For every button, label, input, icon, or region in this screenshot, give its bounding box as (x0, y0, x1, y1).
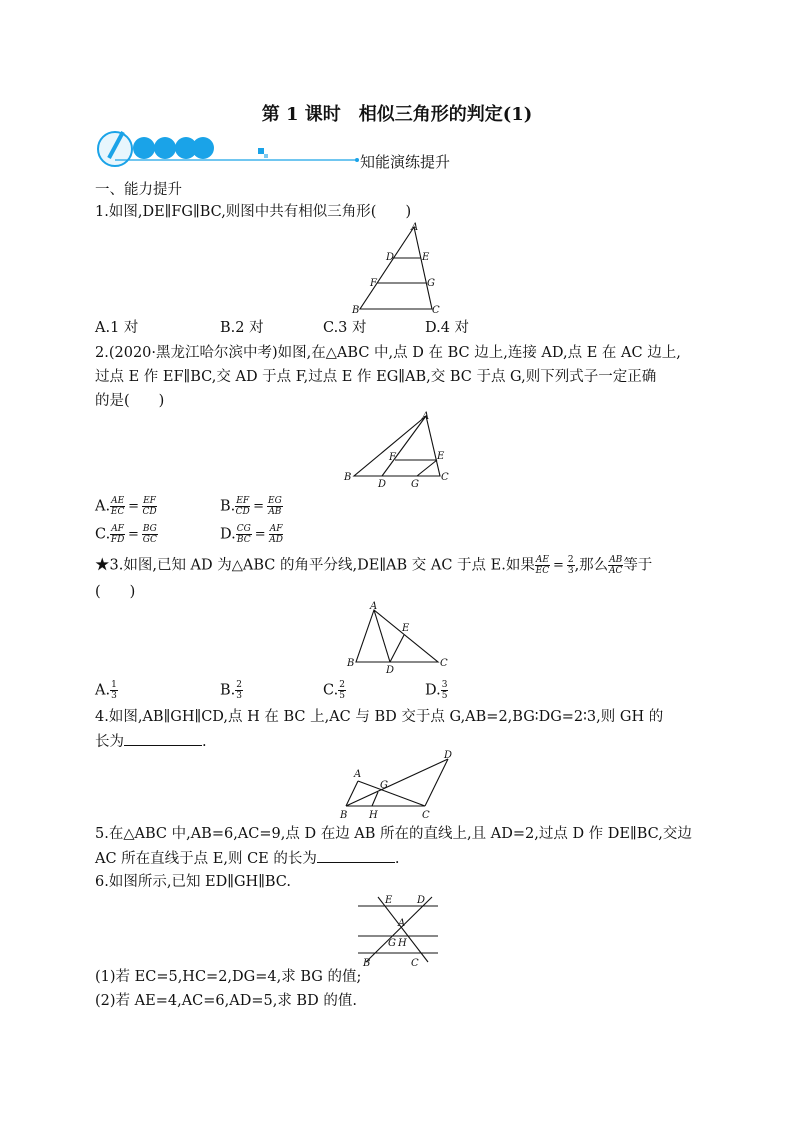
svg-text:C: C (411, 958, 419, 967)
question-2-line-1: 2.(2020·黑龙江哈尔滨中考)如图,在△ABC 中,点 D 在 BC 边上,连接 AD,点 E 在 AC 边上, (95, 345, 681, 361)
svg-text:A: A (411, 222, 419, 233)
svg-text:B: B (340, 810, 348, 821)
svg-text:D: D (378, 479, 387, 488)
question-5-line-1: 5.在△ABC 中,AB=6,AC=9,点 D 在边 AB 所在的直线上,且 AD=2,过点 D 作 DE∥BC,交边 (95, 826, 692, 842)
svg-text:D: D (386, 252, 395, 263)
svg-text:G: G (380, 780, 388, 791)
q1-option-c: C.3 对 (323, 320, 367, 336)
q1-option-d: D.4 对 (425, 320, 470, 336)
q2-option-c: C. $\frac{AF}{FD}$ = $\frac{BG}{GC}$ (95, 524, 157, 545)
svg-text:A: A (370, 601, 378, 612)
q3-option-b: B. $\frac{2}{3}$ (220, 680, 242, 701)
svg-text:G: G (411, 479, 419, 488)
svg-text:C: C (432, 305, 440, 316)
question-5-line-2: AC 所在直线于点 E,则 CE 的长为 . (95, 848, 399, 869)
question-6-text: 6.如图所示,已知 ED∥GH∥BC. (95, 874, 291, 890)
svg-text:C: C (422, 810, 430, 821)
svg-text:A: A (354, 769, 362, 780)
svg-text:E: E (402, 623, 410, 634)
svg-text:C: C (440, 658, 448, 669)
figure-3 (340, 598, 455, 678)
banner-label: 知能演练提升 (360, 153, 451, 171)
question-3-line-2: ( ) (95, 584, 136, 600)
svg-text:B: B (344, 472, 352, 483)
q5-answer-blank (317, 848, 395, 863)
q3-option-d: D. $\frac{3}{5}$ (425, 680, 448, 701)
svg-text:F: F (370, 278, 377, 289)
svg-text:E: E (437, 451, 445, 462)
question-1-text: 1.如图,DE∥FG∥BC,则图中共有相似三角形( ) (95, 204, 412, 220)
section-heading: 一、能力提升 (95, 182, 182, 198)
svg-text:B: B (347, 658, 355, 669)
question-2-line-2: 过点 E 作 EF∥BC,交 AD 于点 F,过点 E 作 EG∥AB,交 BC 于点 G,则下列式子一定正确 (95, 369, 657, 385)
question-4-line-1: 4.如图,AB∥GH∥CD,点 H 在 BC 上,AC 与 BD 交于点 G,AB=2,BG∶DG=2∶3,则 GH 的 (95, 709, 664, 725)
figure-1 (346, 220, 446, 318)
svg-text:D: D (386, 665, 395, 676)
svg-text:B: B (352, 305, 360, 316)
q3-option-a: A. $\frac{1}{3}$ (95, 680, 117, 701)
svg-text:D: D (444, 750, 453, 761)
svg-text:A: A (422, 411, 430, 422)
question-3-line-1: ★3.如图,已知 AD 为△ABC 的角平分线,DE∥AB 交 AC 于点 E.如果 $\frac{AE}{EC}$ = $\frac{2}{3}$ ,那么 $\frac{AB}{AC}$ 等于 (95, 555, 653, 576)
svg-text:E: E (385, 895, 393, 906)
svg-text:B: B (363, 958, 371, 967)
figure-6 (352, 891, 442, 967)
svg-text:G: G (388, 938, 396, 949)
svg-text:F: F (389, 452, 396, 463)
svg-text:A: A (398, 918, 406, 929)
page-title: 第 1 课时 相似三角形的判定(1) (261, 104, 533, 125)
svg-text:H: H (369, 810, 378, 821)
svg-text:H: H (398, 938, 407, 949)
figure-2 (340, 408, 455, 488)
svg-text:D: D (417, 895, 426, 906)
q2-option-a: A. $\frac{AE}{EC}$ = $\frac{EF}{CD}$ (95, 496, 157, 517)
svg-text:G: G (427, 278, 435, 289)
q1-option-b: B.2 对 (220, 320, 264, 336)
q2-option-b: B. $\frac{EF}{CD}$ = $\frac{EG}{AB}$ (220, 496, 282, 517)
q2-option-d: D. $\frac{CG}{BC}$ = $\frac{AF}{AD}$ (220, 524, 283, 545)
question-2-line-3: 的是( ) (95, 393, 165, 409)
question-4-line-2: 长为 . (95, 731, 207, 752)
question-6-sub-2: (2)若 AE=4,AC=6,AD=5,求 BD 的值. (95, 993, 357, 1009)
q4-answer-blank (124, 731, 202, 746)
q1-option-a: A.1 对 (95, 320, 139, 336)
svg-text:C: C (441, 472, 449, 483)
figure-4 (336, 748, 461, 823)
q3-option-c: C. $\frac{2}{5}$ (323, 680, 345, 701)
question-6-sub-1: (1)若 EC=5,HC=2,DG=4,求 BG 的值; (95, 969, 362, 985)
svg-text:E: E (422, 252, 430, 263)
